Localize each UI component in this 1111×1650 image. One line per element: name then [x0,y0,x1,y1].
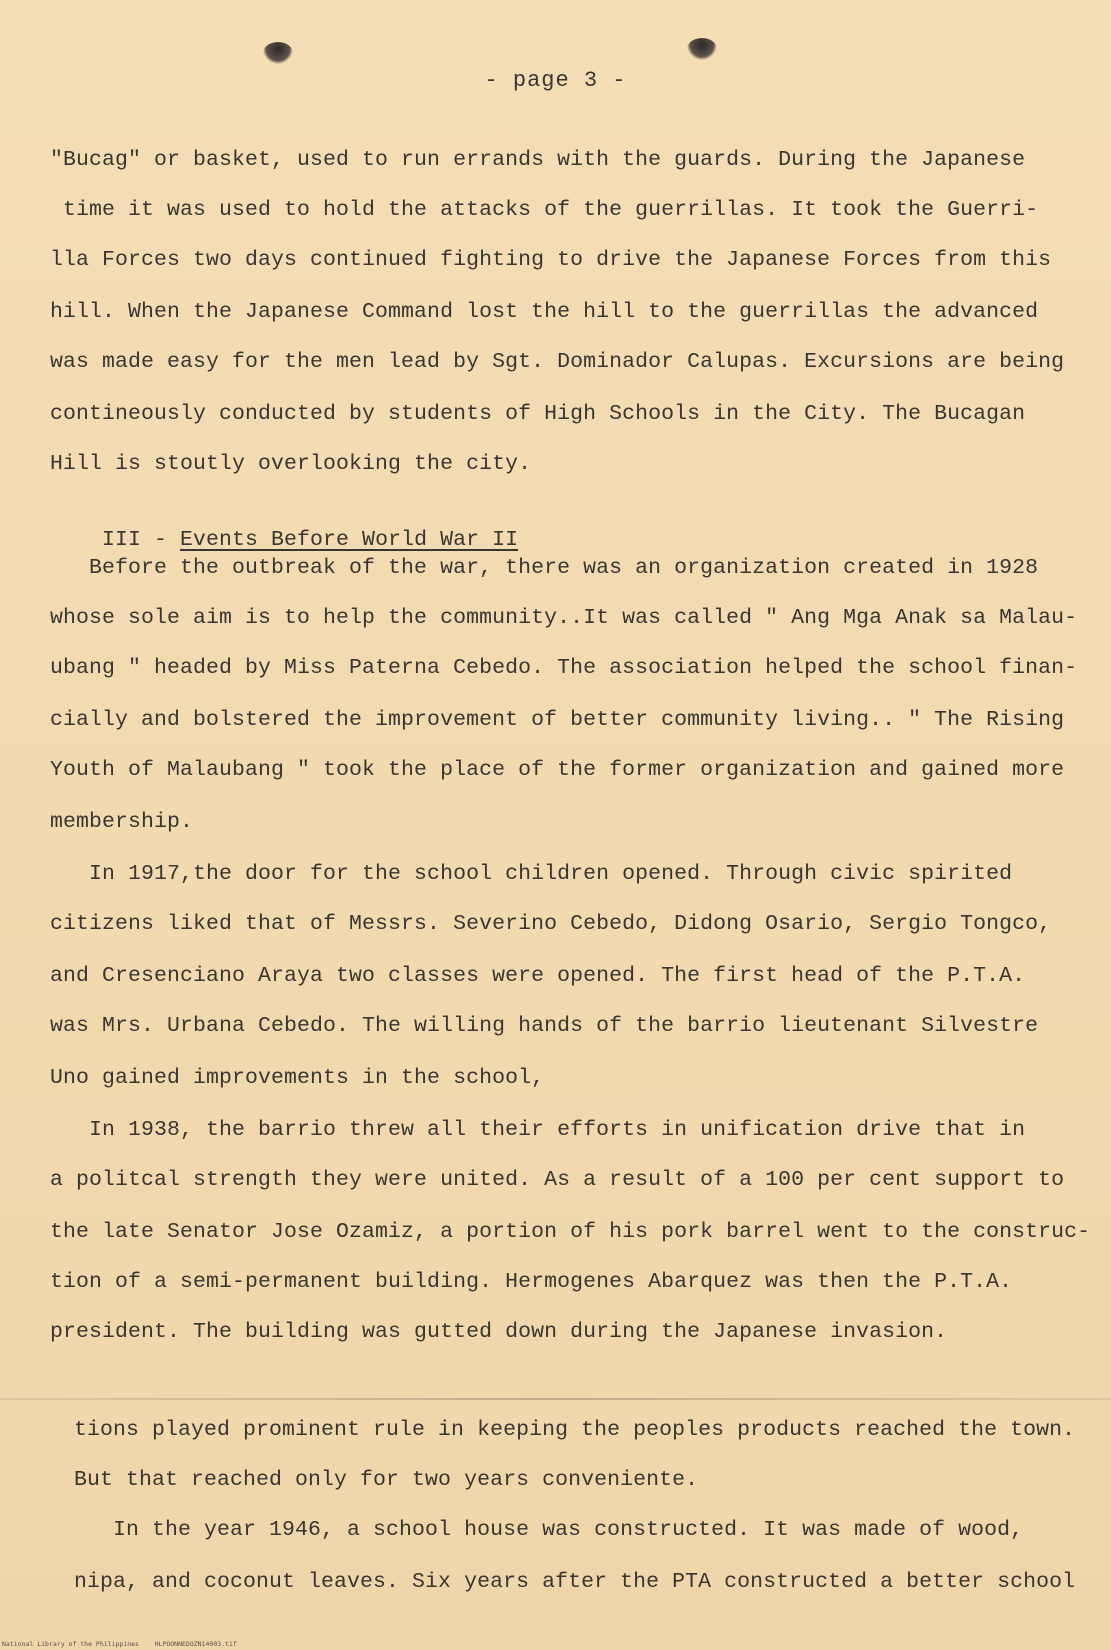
text-line: In the year 1946, a school house was constructed. It was made of wood, [74,1518,1024,1542]
page-fold-divider [0,1398,1111,1400]
text-line: Youth of Malaubang " took the place of the former organization and gained more [50,758,1065,782]
text-line: ubang " headed by Miss Paterna Cebedo. The association helped the school finan- [50,656,1078,680]
text-line: Hill is stoutly overlooking the city. [50,452,532,476]
text-line: was Mrs. Urbana Cebedo. The willing hands of the barrio lieutenant Silvestre [50,1014,1039,1038]
text-line: hill. When the Japanese Command lost the hill to the guerrillas the advanced [50,300,1039,324]
text-line: In 1938, the barrio threw all their efforts in unification drive that in [50,1118,1026,1142]
text-line: contineously conducted by students of High Schools in the City. The Bucagan [50,402,1026,426]
text-line: was made easy for the men lead by Sgt. Dominador Calupas. Excursions are being [50,350,1065,374]
text-line: and Cresenciano Araya two classes were opened. The first head of the P.T.A. [50,964,1026,988]
text-line: cially and bolstered the improvement of better community living.. " The Rising [50,708,1065,732]
text-line: In 1917,the door for the school children opened. Through civic spirited [50,862,1013,886]
archive-footer: National Library of the Philippines HLPOONNEDOZN14003.tif [2,1640,237,1648]
text-line: "Bucag" or basket, used to run errands with the guards. During the Japanese [50,148,1026,172]
text-line: tions played prominent rule in keeping the peoples products reached the town. [74,1418,1076,1442]
text-line: citizens liked that of Messrs. Severino Cebedo, Didong Osario, Sergio Tongco, [50,912,1052,936]
text-line: president. The building was gutted down during the Japanese invasion. [50,1320,948,1344]
page-number: - page 3 - [484,68,627,93]
text-line: membership. [50,810,194,834]
text-line: lla Forces two days continued fighting to drive the Japanese Forces from this [50,248,1052,272]
text-line: tion of a semi-permanent building. Hermogenes Abarquez was then the P.T.A. [50,1270,1013,1294]
text-line: nipa, and coconut leaves. Six years after the PTA constructed a better school [74,1570,1076,1594]
text-line: Uno gained improvements in the school, [50,1066,545,1090]
text-line: a politcal strength they were united. As a result of a 100 per cent support to [50,1168,1065,1192]
text-line: the late Senator Jose Ozamiz, a portion of his pork barrel went to the construc- [50,1220,1091,1244]
punch-hole-right [687,38,717,60]
punch-hole-left [263,42,293,64]
text-line: time it was used to hold the attacks of the guerrillas. It took the Guerri- [50,198,1039,222]
section-heading: Events Before World War II [180,528,519,552]
section-number: III - [102,528,181,552]
text-line: Before the outbreak of the war, there was an organization created in 1928 [50,556,1039,580]
text-line: But that reached only for two years conveniente. [74,1468,699,1492]
text-line: whose sole aim is to help the community..It was called " Ang Mga Anak sa Malau- [50,606,1078,630]
